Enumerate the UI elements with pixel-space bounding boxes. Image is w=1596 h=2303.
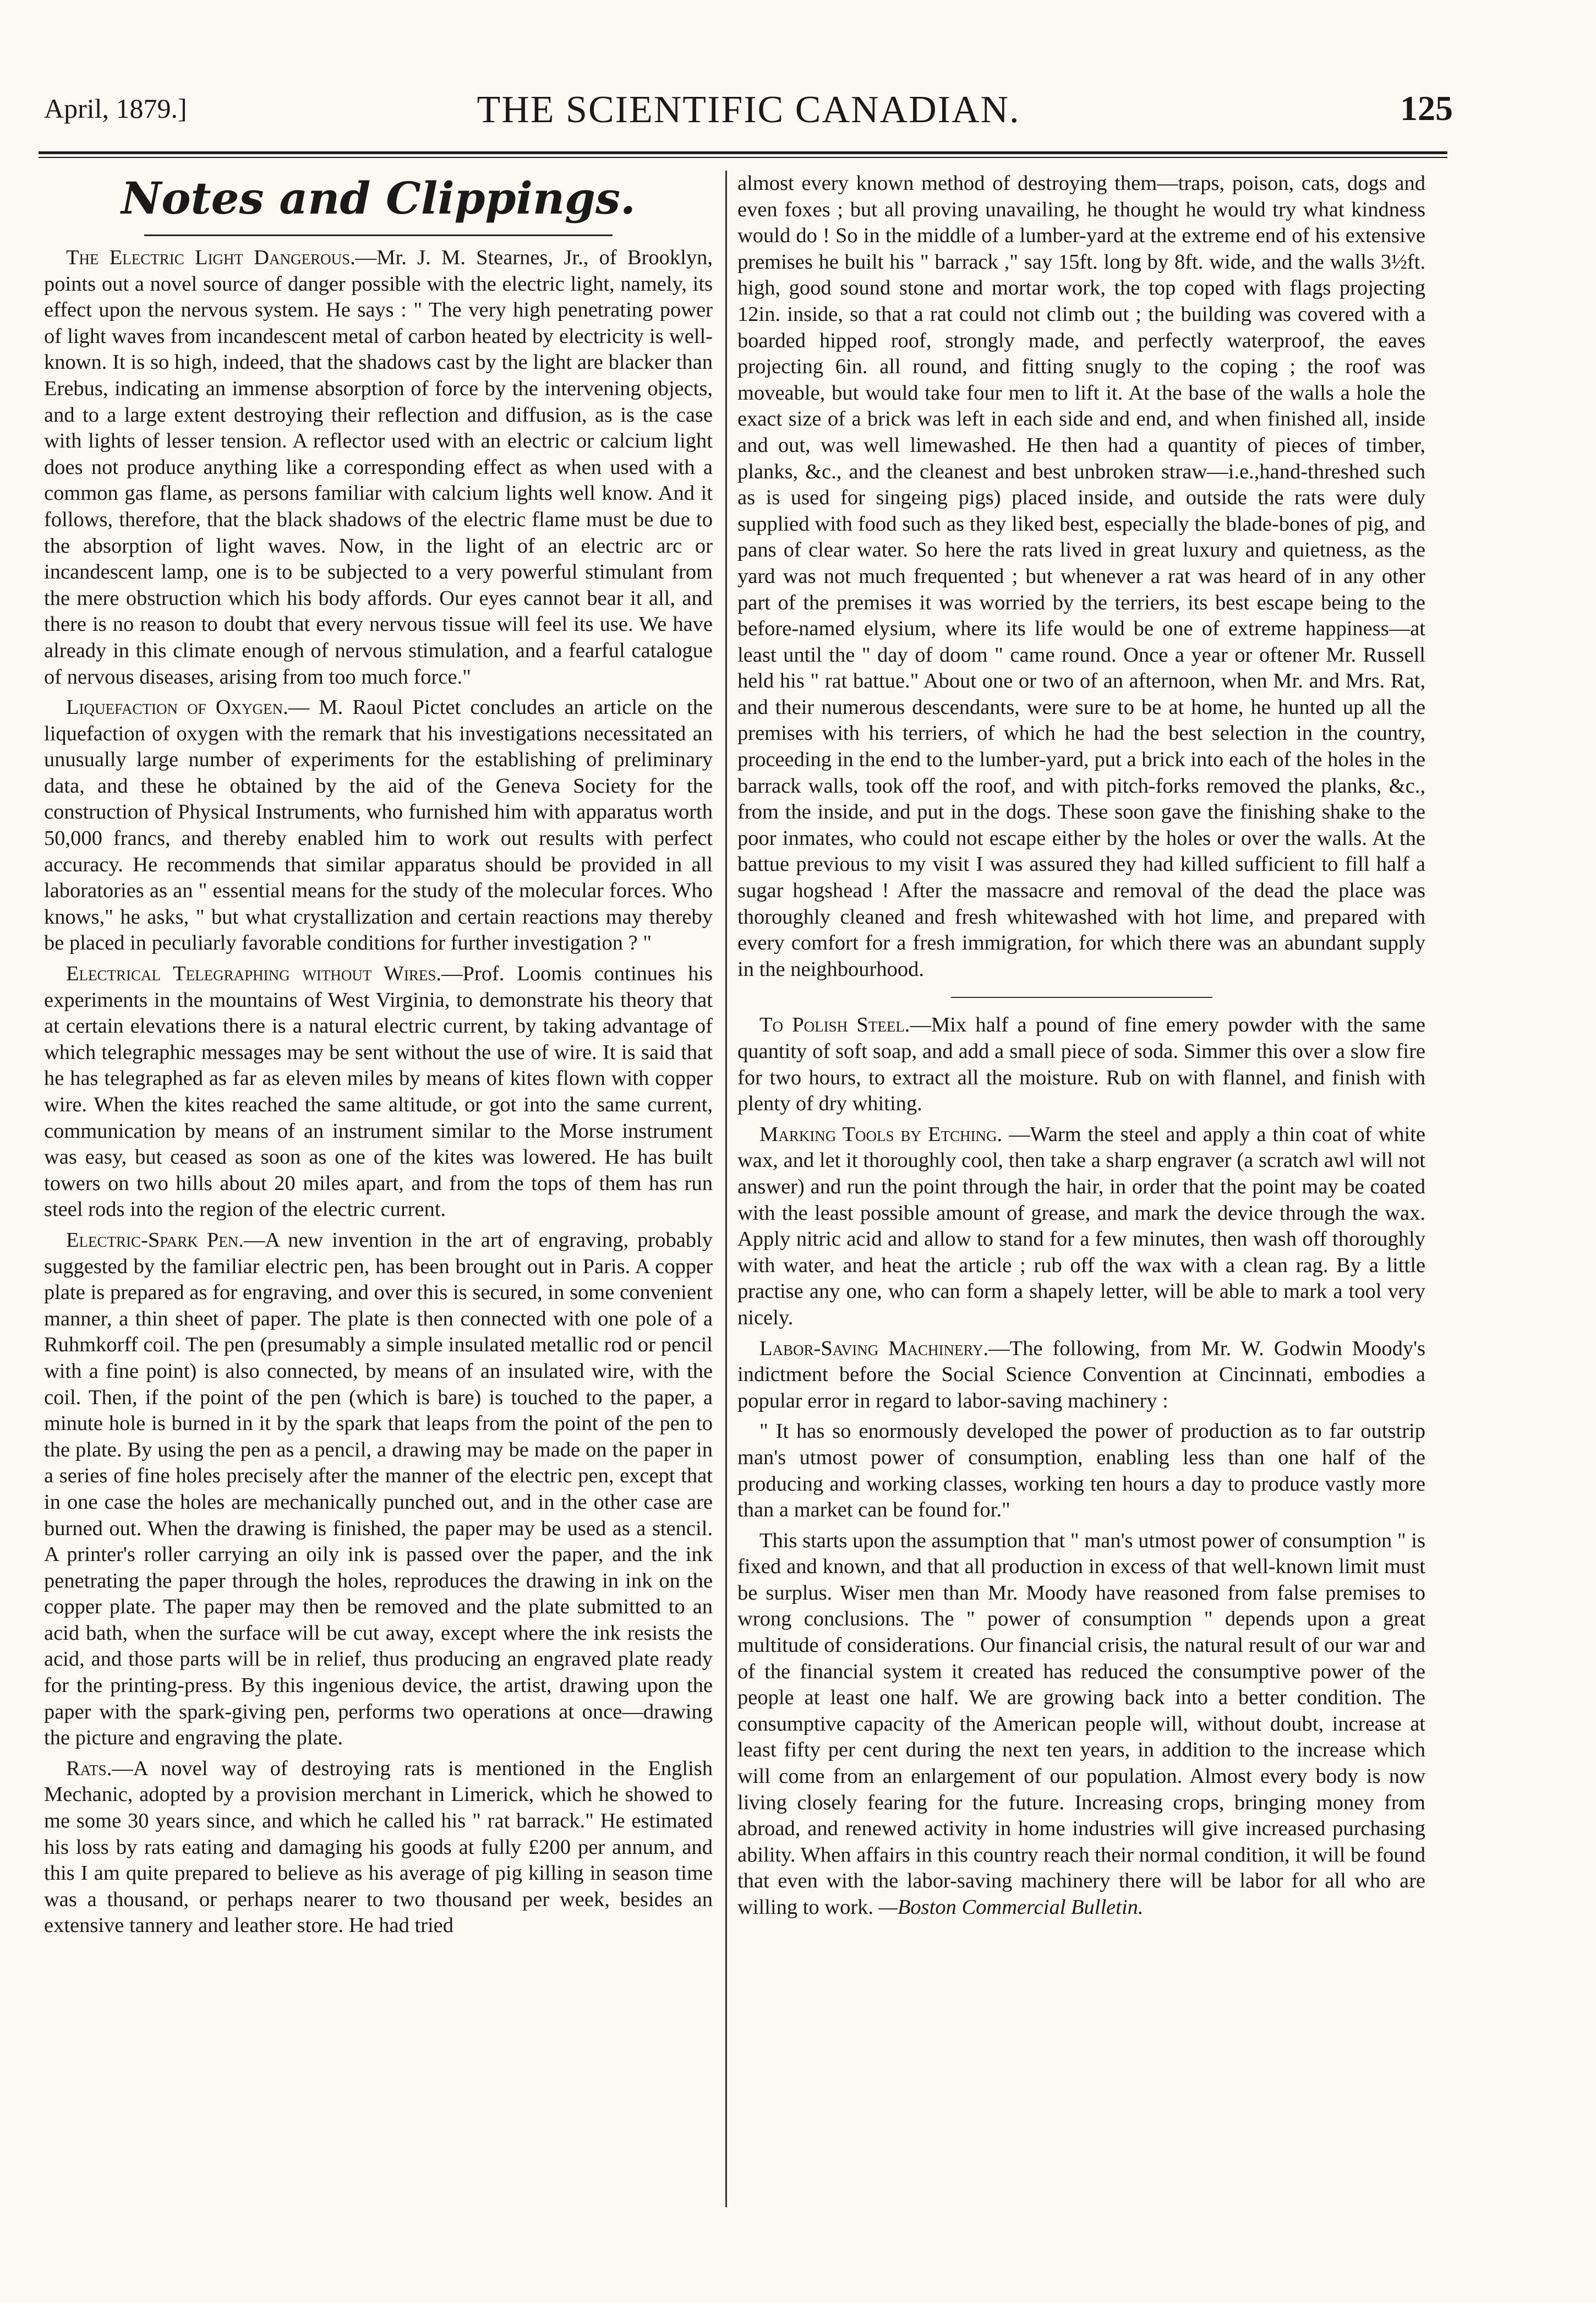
article-heading: Liquefaction of Oxygen. (66, 696, 288, 719)
article-text: —The following, from Mr. W. Godwin Moody's indictment before the Social Science Convention at Cincinnati, embodies a popular error in regard to labor-saving machinery : (737, 1336, 1425, 1412)
article-text: —Mix half a pound of fine emery powder with the same quantity of soft soap, and add a small piece of soda. Simmer this over a slow fire for two hours, to extract all the moisture. Rub on with flannel, and finish with plenty of dry whiting. (737, 1013, 1425, 1116)
closing-paragraph (737, 1528, 1425, 1921)
title-rule (144, 234, 613, 236)
issue-date: April, 1879.] (44, 93, 187, 124)
article-heading: Marking Tools by Etching. (759, 1122, 1003, 1146)
header-rule-thin (39, 157, 1447, 158)
page-header (44, 83, 1453, 143)
section-title: Notes and Clippings. (121, 172, 636, 224)
page-number: 125 (1400, 89, 1453, 128)
header-rule (39, 151, 1447, 154)
article-telegraphing (44, 961, 713, 1223)
article-spark-pen (44, 1227, 713, 1751)
source-attribution: —Boston Commercial Bulletin. (878, 1896, 1144, 1919)
quoted-passage: " It has so enormously developed the power of production as to far outstrip man's utmost power of consumption, enabling less than one half of the producing and working classes, working ten hours a day to produce vastly more than a market can be found for." (737, 1420, 1425, 1522)
article-marking-tools (737, 1122, 1425, 1331)
article-text: —Warm the steel and apply a thin coat of white wax, and let it thoroughly cool, then take a sharp engraver (a scratch awl will not answer) and run the point through the hair, in order that the point may be coated with the least possible amount of grease, and mark the device through the wax. Apply nitric acid and allow to stand for a few minutes, then wash off thoroughly with water, and heat the article ; rub off the wax with a clean rag. By a little practise any one, who can form a shapely letter, will be able to mark a tool very nicely. (737, 1122, 1425, 1329)
article-text: —A novel way of destroying rats is mentioned in the English Mechanic, adopted by a provision merchant in Limerick, which he showed to me some 30 years since, and which he called his " rat barrack." He estimated his loss by rats eating and damaging his goods at fully £200 per annum, and this I am quite prepared to believe as his average of pig killing in season time was a thousand, or perhaps nearer to two thousand per week, besides an extensive tannery and leather store. He had tried (44, 1756, 713, 1938)
article-heading: Rats. (66, 1756, 112, 1780)
journal-title: THE SCIENTIFIC CANADIAN. (477, 89, 1020, 131)
article-rats (44, 1756, 713, 1939)
left-column (44, 171, 713, 1944)
right-column (737, 171, 1425, 1925)
article-separator (951, 997, 1212, 998)
article-text: —Prof. Loomis continues his experiments in the mountains of West Virginia, to demonstrate his theory that at certain elevations there is a natural electric current, by taking advantage of which telegraphic messages may be sent without the use of wire. It is said that he has telegraphed as far as eleven miles by means of kites flown with copper wire. When the kites reached the same altitude, or got into the same current, communication by means of an instrument similar to the Morse instrument was easy, but ceased as soon as one of the kites was lowered. He has built towers on two hills about 20 miles apart, and from the tops of them has run steel rods into the region of the electric current. (44, 962, 713, 1221)
rats-continuation: almost every known method of destroying them—traps, poison, cats, dogs and even foxes ; but all proving unavailing, he thought he would try what kindness would do ! So in the middle of a lumber-yard at the extreme end of his extensive premises he built his " barrack ," say 15ft. long by 8ft. wide, and the walls 3½ft. high, good sound stone and mortar work, the top coped with flags projecting 12in. inside, so that a rat could not climb out ; the building was covered with a boarded hipped roof, strongly made, and perfectly waterproof, the eaves projecting 6in. all round, and fitting snugly to the coping ; the roof was moveable, but would take four men to lift it. At the base of the walls a hole the exact size of a brick was left in each side and end, and when finished all, inside and out, was well limewashed. He then had a quantity of pieces of timber, planks, &c., and the cleanest and best unbroken straw—i.e.,hand-threshed such as is used for singeing pigs) placed inside, and outside the rats were duly supplied with food such as they liked best, especially the blade-bones of pig, and pans of clear water. So here the rats lived in great luxury and quietness, as the yard was not much frequented ; but whenever a rat was heard of in any other part of the premises it was worried by the terriers, its best escape being to the before-named elysium, where its life would be one of extreme happiness—at least until the " day of doom " came round. Once a year or oftener Mr. Russell held his " rat battue." About one or two of an afternoon, when Mr. and Mrs. Rat, and their numerous descendants, were sure to be at home, he hunted up all the premises with his terriers, of which he had the best selection in the country, proceeding in the end to the lumber-yard, put a brick into each of the holes in the barrack walls, took off the roof, and with pitch-forks removed the planks, &c., from the inside, and put in the dogs. These soon gave the finishing shake to the poor inmates, who could not escape either by the holes or over the walls. At the battue previous to my visit I was assured they had killed sufficient to fill half a sugar hogshead ! After the massacre and removal of the dead the place was thoroughly cleaned and fresh whitewashed with hot lime, and prepared with every comfort for a fresh immigration, for which there was an abundant supply in the neighbourhood. (737, 172, 1425, 981)
article-oxygen (44, 695, 713, 957)
article-labor-saving (737, 1336, 1425, 1415)
article-text: — M. Raoul Pictet concludes an article on the liquefaction of oxygen with the remark that his investigations necessitated an unusually large number of experiments for the establishing of preliminary data, and these he obtained by the aid of the Geneva Society for the construction of Physical Instruments, who furnished him with apparatus worth 50,000 francs, and thereby enabled him to work out results with perfect accuracy. He recommends that similar apparatus should be provided in all laboratories as an " essential means for the study of the molecular forces. Who knows," he asks, " but what crystallization and certain reactions may thereby be placed in peculiarly favorable conditions for further investigation ? " (44, 696, 713, 955)
article-heading: To Polish Steel. (759, 1013, 910, 1037)
article-heading: Labor-Saving Machinery. (759, 1336, 989, 1360)
article-heading: Electric-Spark Pen. (66, 1228, 244, 1252)
article-polish-steel (737, 1012, 1425, 1117)
article-text: —Mr. J. M. Stearnes, Jr., of Brooklyn, points out a novel source of danger possible with the electric light, namely, its effect upon the nervous system. He says : " The very high penetrating power of light waves from incandescent metal of carbon heated by electricity is well-known. It is so high, indeed, that the shadows cast by the light are blacker than Erebus, indicating an immense absorption of force by the intervening objects, and to a large extent destroying their reflection and diffusion, as is the case with lights of lesser tension. A reflector used with an electric or calcium light does not produce anything like a corresponding effect as when used with a common gas flame, as persons familiar with calcium lights well know. And it follows, therefore, that the black shadows of the electric flame must be due to the absorption of light waves. Now, in the light of an electric arc or incandescent lamp, one is to be subjected to a very powerful stimulant from the mere obstruction which his body affords. Our eyes cannot bear it all, and there is no reason to doubt that every nervous tissue will feel its use. We have already in this climate enough of nervous stimulation, and a fearful catalogue of nervous diseases, arising from too much force." (44, 246, 713, 689)
article-text: —A new invention in the art of engraving, probably suggested by the familiar electric pen, has been brought out in Paris. A copper plate is prepared as for engraving, and over this is secured, in some convenient manner, a thin sheet of paper. The plate is then connected with one pole of a Ruhmkorff coil. The pen (presumably a simple insulated metallic rod or pencil with a fine point) is also connected, by means of an insulated wire, with the coil. Then, if the point of the pen (which is bare) is touched to the paper, a minute hole is burned in it by the spark that leaps from the point of the pen to the plate. By using the pen as a pencil, a drawing may be made on the paper in a series of fine holes precisely after the manner of the electric pen, except that in one case the holes are mechanically punched out, and in the other case are burned out. When the drawing is finished, the paper may be used as a stencil. A printer's roller carrying an oily ink is passed over the paper, and the ink penetrating the paper through the holes, reproduces the drawing in ink on the copper plate. The paper may then be removed and the plate submitted to an acid bath, when the surface will be cut away, except where the ink resists the acid, and those parts will be in relief, thus producing an engraved plate ready for the printing-press. By this ingenious device, the artist, drawing upon the paper with the spark-giving pen, performs two operations at once—drawing the picture and engraving the plate. (44, 1228, 713, 1750)
closing-text: This starts upon the assumption that " man's utmost power of consumption " is fixed and known, and that all production in excess of that well-known limit must be surplus. Wiser men than Mr. Moody have reasoned from false premises to wrong conclusions. The " power of consumption " depends upon a great multitude of considerations. Our financial crisis, the natural result of our war and of the financial system it created has reduced the consumptive power of the people at least one half. We are growing back into a better condition. The consumptive capacity of the American people will, without doubt, increase at least fifty per cent during the next ten years, in addition to the increase which will come from an enlargement of our population. Almost every body is now living closely fearing for the future. Increasing crops, bringing money from abroad, and renewed activity in home industries will give increased purchasing ability. When affairs in this country reach their normal condition, it will be found that even with the labor-saving machinery there will be labor for all who are willing to work. (737, 1529, 1425, 1919)
article-heading: The Electric Light Dangerous. (66, 246, 356, 269)
article-electric-light (44, 245, 713, 690)
article-heading: Electrical Telegraphing without Wires. (66, 962, 441, 986)
column-divider (725, 171, 727, 2207)
